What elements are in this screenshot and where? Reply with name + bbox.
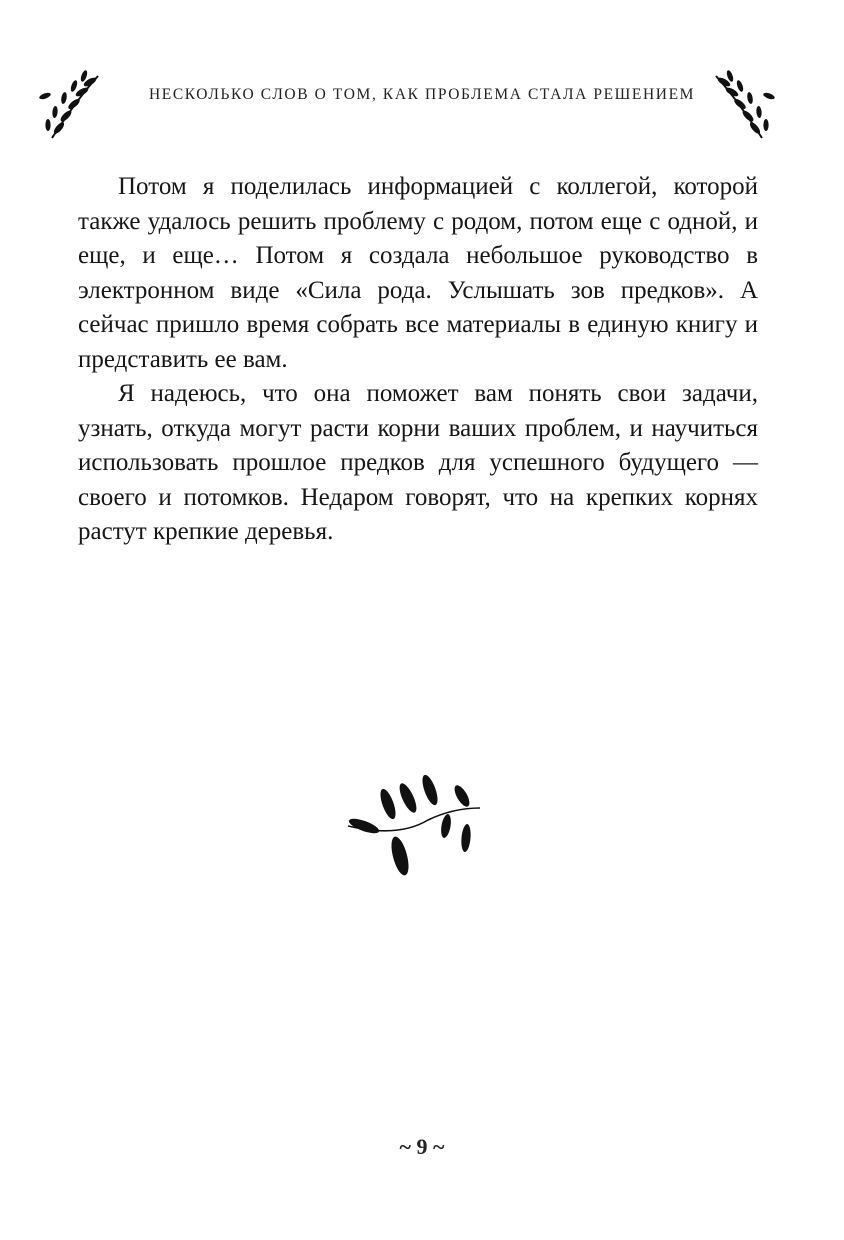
leaf-branch-icon [338,768,488,888]
paragraph-2: Я надеюсь, что она поможет вам понять свои задачи, узнать, откуда могут расти корни ваших проблем, и научиться использовать прошлое предков для успешного будущего — своего и потомков. Недаром говорят, что на крепких корнях растут крепкие деревья. [78,380,758,545]
body-text [78,170,758,550]
running-header: НЕСКОЛЬКО СЛОВ О ТОМ, КАК ПРОБЛЕМА СТАЛА РЕШЕНИЕМ [148,86,696,103]
page-number: ~ 9 ~ [399,1134,445,1159]
paragraph-1: Потом я поделилась информацией с коллегой, которой также удалось решить проблему с родом, потом еще с одной, и еще, и еще… Потом я создала небольшое руководство в электронном виде «Сила рода. Услышать зов предков». А сейчас пришло время собрать все материалы в единую книгу и представить ее вам. [78,173,758,373]
laurel-right-icon [712,68,776,144]
laurel-left-icon [38,68,102,144]
